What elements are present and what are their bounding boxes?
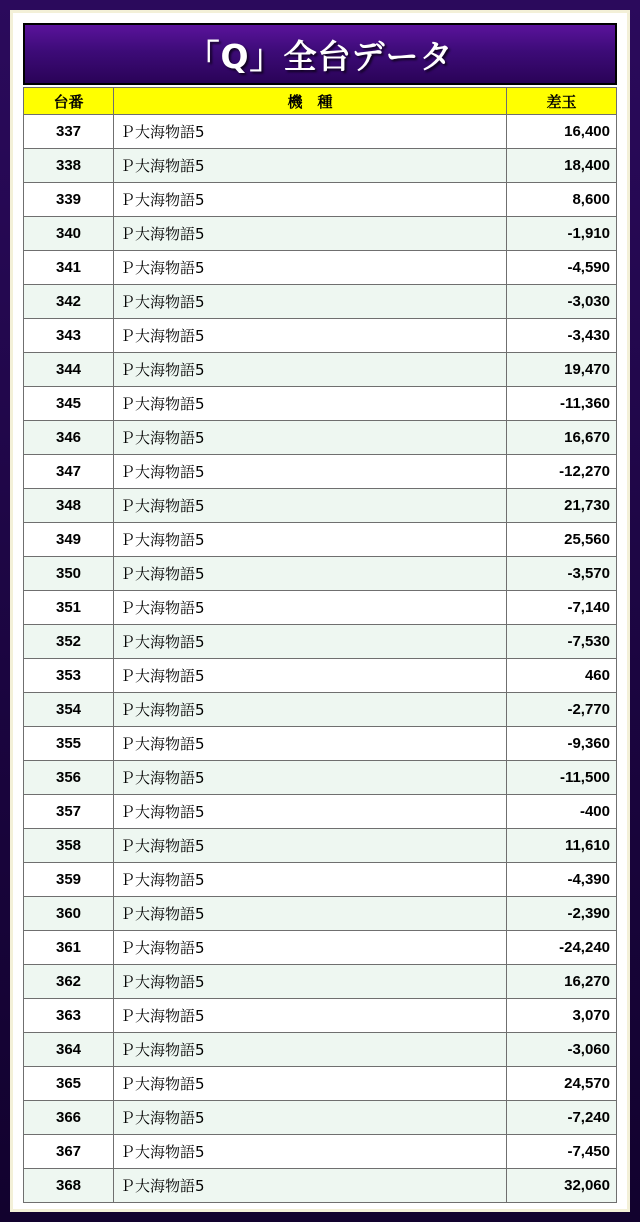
cell-machine-no: 347 (24, 455, 114, 489)
cell-machine-no: 338 (24, 149, 114, 183)
cell-model: Ｐ大海物語5 (114, 693, 507, 727)
cell-diff: -3,060 (507, 1033, 617, 1067)
cell-machine-no: 349 (24, 523, 114, 557)
table-row (24, 897, 617, 931)
cell-diff: -4,590 (507, 251, 617, 285)
cell-diff: 16,270 (507, 965, 617, 999)
cell-model: Ｐ大海物語5 (114, 999, 507, 1033)
cell-model: Ｐ大海物語5 (114, 115, 507, 149)
cell-model: Ｐ大海物語5 (114, 591, 507, 625)
cell-model: Ｐ大海物語5 (114, 183, 507, 217)
cell-machine-no: 362 (24, 965, 114, 999)
cell-model: Ｐ大海物語5 (114, 897, 507, 931)
table-row (24, 183, 617, 217)
cell-model: Ｐ大海物語5 (114, 761, 507, 795)
cell-model: Ｐ大海物語5 (114, 1033, 507, 1067)
page-title-bar (23, 23, 617, 85)
cell-diff: 11,610 (507, 829, 617, 863)
cell-model: Ｐ大海物語5 (114, 625, 507, 659)
cell-diff: 21,730 (507, 489, 617, 523)
cell-model: Ｐ大海物語5 (114, 353, 507, 387)
cell-diff: 460 (507, 659, 617, 693)
cell-model: Ｐ大海物語5 (114, 1067, 507, 1101)
cell-diff: -12,270 (507, 455, 617, 489)
cell-machine-no: 365 (24, 1067, 114, 1101)
cell-machine-no: 366 (24, 1101, 114, 1135)
cell-diff: 8,600 (507, 183, 617, 217)
cell-model: Ｐ大海物語5 (114, 1101, 507, 1135)
cell-model: Ｐ大海物語5 (114, 387, 507, 421)
table-row (24, 285, 617, 319)
table-row (24, 115, 617, 149)
cell-machine-no: 357 (24, 795, 114, 829)
cell-model: Ｐ大海物語5 (114, 319, 507, 353)
cell-model: Ｐ大海物語5 (114, 149, 507, 183)
cell-diff: -11,360 (507, 387, 617, 421)
content-frame (10, 10, 630, 1212)
cell-model: Ｐ大海物語5 (114, 795, 507, 829)
table-row (24, 421, 617, 455)
table-body (24, 115, 617, 1203)
cell-diff: -7,140 (507, 591, 617, 625)
cell-model: Ｐ大海物語5 (114, 421, 507, 455)
cell-model: Ｐ大海物語5 (114, 931, 507, 965)
cell-machine-no: 339 (24, 183, 114, 217)
cell-machine-no: 344 (24, 353, 114, 387)
table-row (24, 1169, 617, 1203)
cell-diff: 19,470 (507, 353, 617, 387)
table-row (24, 693, 617, 727)
cell-machine-no: 358 (24, 829, 114, 863)
cell-diff: -11,500 (507, 761, 617, 795)
table-row (24, 319, 617, 353)
machine-data-table (23, 87, 617, 1203)
cell-diff: 16,670 (507, 421, 617, 455)
table-row (24, 1067, 617, 1101)
cell-machine-no: 356 (24, 761, 114, 795)
cell-machine-no: 359 (24, 863, 114, 897)
cell-diff: -7,450 (507, 1135, 617, 1169)
column-header-model: 機 種 (114, 88, 507, 115)
table-row (24, 149, 617, 183)
table-header (24, 88, 617, 115)
cell-diff: -24,240 (507, 931, 617, 965)
table-row (24, 557, 617, 591)
cell-diff: -4,390 (507, 863, 617, 897)
cell-machine-no: 346 (24, 421, 114, 455)
cell-machine-no: 353 (24, 659, 114, 693)
cell-machine-no: 354 (24, 693, 114, 727)
cell-machine-no: 360 (24, 897, 114, 931)
cell-machine-no: 355 (24, 727, 114, 761)
cell-machine-no: 341 (24, 251, 114, 285)
cell-model: Ｐ大海物語5 (114, 489, 507, 523)
cell-model: Ｐ大海物語5 (114, 217, 507, 251)
table-row (24, 863, 617, 897)
cell-diff: -3,570 (507, 557, 617, 591)
table-row (24, 1101, 617, 1135)
cell-model: Ｐ大海物語5 (114, 285, 507, 319)
cell-model: Ｐ大海物語5 (114, 557, 507, 591)
cell-diff: -3,030 (507, 285, 617, 319)
table-row (24, 523, 617, 557)
cell-diff: -7,240 (507, 1101, 617, 1135)
cell-diff: 32,060 (507, 1169, 617, 1203)
cell-machine-no: 348 (24, 489, 114, 523)
cell-model: Ｐ大海物語5 (114, 659, 507, 693)
cell-model: Ｐ大海物語5 (114, 829, 507, 863)
cell-machine-no: 368 (24, 1169, 114, 1203)
table-row (24, 489, 617, 523)
cell-model: Ｐ大海物語5 (114, 1135, 507, 1169)
table-header-row (24, 88, 617, 115)
cell-machine-no: 351 (24, 591, 114, 625)
table-row (24, 727, 617, 761)
table-row (24, 761, 617, 795)
table-row (24, 455, 617, 489)
cell-model: Ｐ大海物語5 (114, 1169, 507, 1203)
cell-machine-no: 364 (24, 1033, 114, 1067)
table-row (24, 1033, 617, 1067)
table-row (24, 251, 617, 285)
content-inner (23, 23, 617, 1199)
cell-diff: -9,360 (507, 727, 617, 761)
cell-model: Ｐ大海物語5 (114, 523, 507, 557)
cell-model: Ｐ大海物語5 (114, 251, 507, 285)
cell-machine-no: 363 (24, 999, 114, 1033)
table-row (24, 829, 617, 863)
cell-machine-no: 342 (24, 285, 114, 319)
table-row (24, 795, 617, 829)
cell-diff: 18,400 (507, 149, 617, 183)
table-row (24, 1135, 617, 1169)
cell-machine-no: 367 (24, 1135, 114, 1169)
cell-diff: -2,770 (507, 693, 617, 727)
cell-model: Ｐ大海物語5 (114, 727, 507, 761)
table-row (24, 625, 617, 659)
cell-model: Ｐ大海物語5 (114, 965, 507, 999)
cell-machine-no: 343 (24, 319, 114, 353)
table-row (24, 999, 617, 1033)
table-row (24, 387, 617, 421)
table-row (24, 591, 617, 625)
cell-machine-no: 340 (24, 217, 114, 251)
cell-diff: 24,570 (507, 1067, 617, 1101)
cell-diff: 16,400 (507, 115, 617, 149)
cell-diff: 25,560 (507, 523, 617, 557)
table-row (24, 353, 617, 387)
cell-machine-no: 345 (24, 387, 114, 421)
table-row (24, 931, 617, 965)
cell-machine-no: 350 (24, 557, 114, 591)
column-header-machine-no: 台番 (24, 88, 114, 115)
cell-machine-no: 352 (24, 625, 114, 659)
cell-diff: 3,070 (507, 999, 617, 1033)
table-row (24, 965, 617, 999)
cell-diff: -2,390 (507, 897, 617, 931)
table-row (24, 217, 617, 251)
cell-diff: -7,530 (507, 625, 617, 659)
column-header-diff: 差玉 (507, 88, 617, 115)
cell-diff: -400 (507, 795, 617, 829)
cell-diff: -1,910 (507, 217, 617, 251)
table-row (24, 659, 617, 693)
cell-model: Ｐ大海物語5 (114, 455, 507, 489)
cell-machine-no: 337 (24, 115, 114, 149)
cell-machine-no: 361 (24, 931, 114, 965)
cell-model: Ｐ大海物語5 (114, 863, 507, 897)
cell-diff: -3,430 (507, 319, 617, 353)
page-title: 「Q」全台データ (186, 36, 454, 76)
